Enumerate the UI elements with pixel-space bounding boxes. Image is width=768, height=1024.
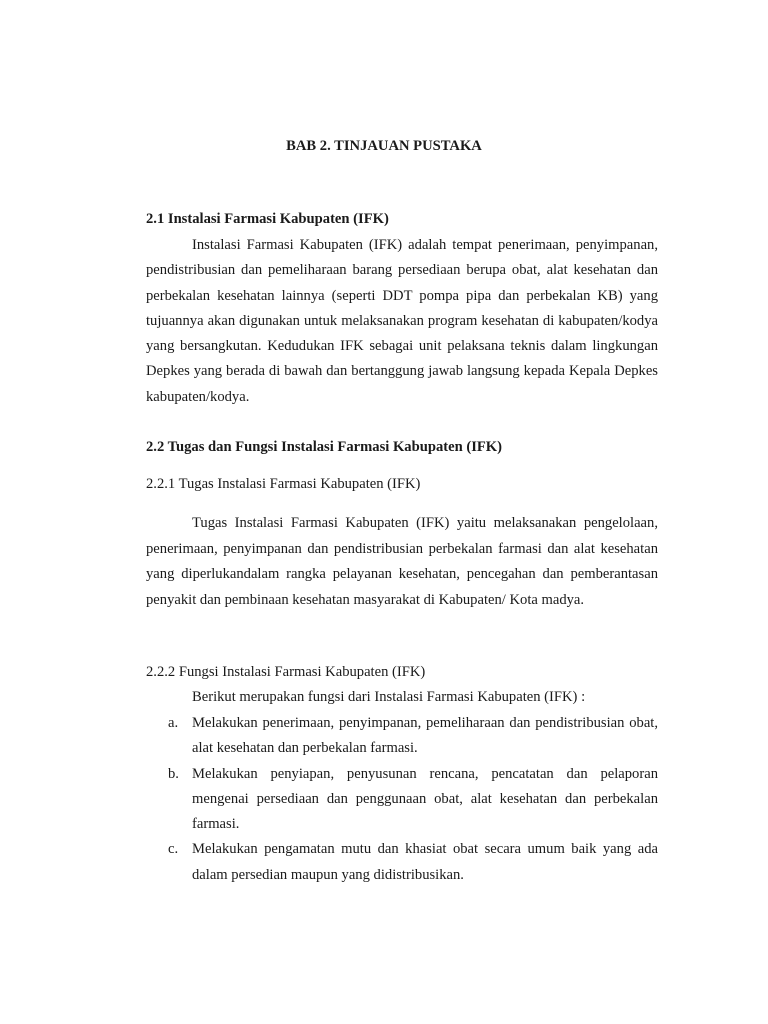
section-2-2-1-heading: 2.2.1 Tugas Instalasi Farmasi Kabupaten (IFK) [146, 476, 421, 492]
section-2-2-2-intro: Berikut merupakan fungsi dari Instalasi Farmasi Kabupaten (IFK) : [192, 689, 586, 705]
section-2-1-paragraph: Instalasi Farmasi Kabupaten (IFK) adalah tempat penerimaan, penyimpanan, pendistribusian dan pemeliharaan barang persediaan berupa obat, alat kesehatan dan perbekalan kesehatan lainnya (seperti DDT pompa pipa dan perbekalan KB) yang tujuannya akan digunakan untuk melaksanakan program kesehatan di kabupaten/kodya yang bersangkutan. Kedudukan IFK sebagai unit pelaksana teknis dalam lingkungan Depkes yang berada di bawah dan bertanggung jawab langsung kepada Kepala Depkes kabupaten/kodya. [146, 237, 658, 405]
list-item [146, 762, 658, 838]
function-list [146, 711, 658, 888]
section-2-2-1-paragraph: Tugas Instalasi Farmasi Kabupaten (IFK) yaitu melaksanakan pengelolaan, penerimaan, penyimpanan dan pendistribusian perbekalan farmasi dan alat kesehatan yang diperlukandalam rangka pelayanan kesehatan, pencegahan dan pemberantasan penyakit dan pembinaan kesehatan masyarakat di Kabupaten/ Kota madya. [146, 515, 658, 608]
section-2-1-heading: 2.1 Instalasi Farmasi Kabupaten (IFK) [146, 211, 389, 227]
list-item-text: Melakukan penyiapan, penyusunan rencana, pencatatan dan pelaporan mengenai persediaan dan penggunaan obat, alat kesehatan dan perbekalan farmasi. [192, 765, 658, 833]
list-item-text: Melakukan penerimaan, penyimpanan, pemeliharaan dan pendistribusian obat, alat kesehatan dan perbekalan farmasi. [192, 715, 658, 757]
section-2-2-heading: 2.2 Tugas dan Fungsi Instalasi Farmasi Kabupaten (IFK) [146, 439, 503, 455]
chapter-title: BAB 2. TINJAUAN PUSTAKA [286, 138, 482, 154]
list-marker: c. [168, 841, 179, 858]
list-marker: b. [168, 765, 179, 782]
section-2-2-2-heading: 2.2.2 Fungsi Instalasi Farmasi Kabupaten (IFK) [146, 664, 426, 680]
list-item [146, 837, 658, 888]
list-item [146, 711, 658, 762]
list-marker: a. [168, 715, 179, 731]
list-item-text: Melakukan pengamatan mutu dan khasiat obat secara umum baik yang ada dalam persedian maupun yang didistribusikan. [192, 841, 658, 883]
